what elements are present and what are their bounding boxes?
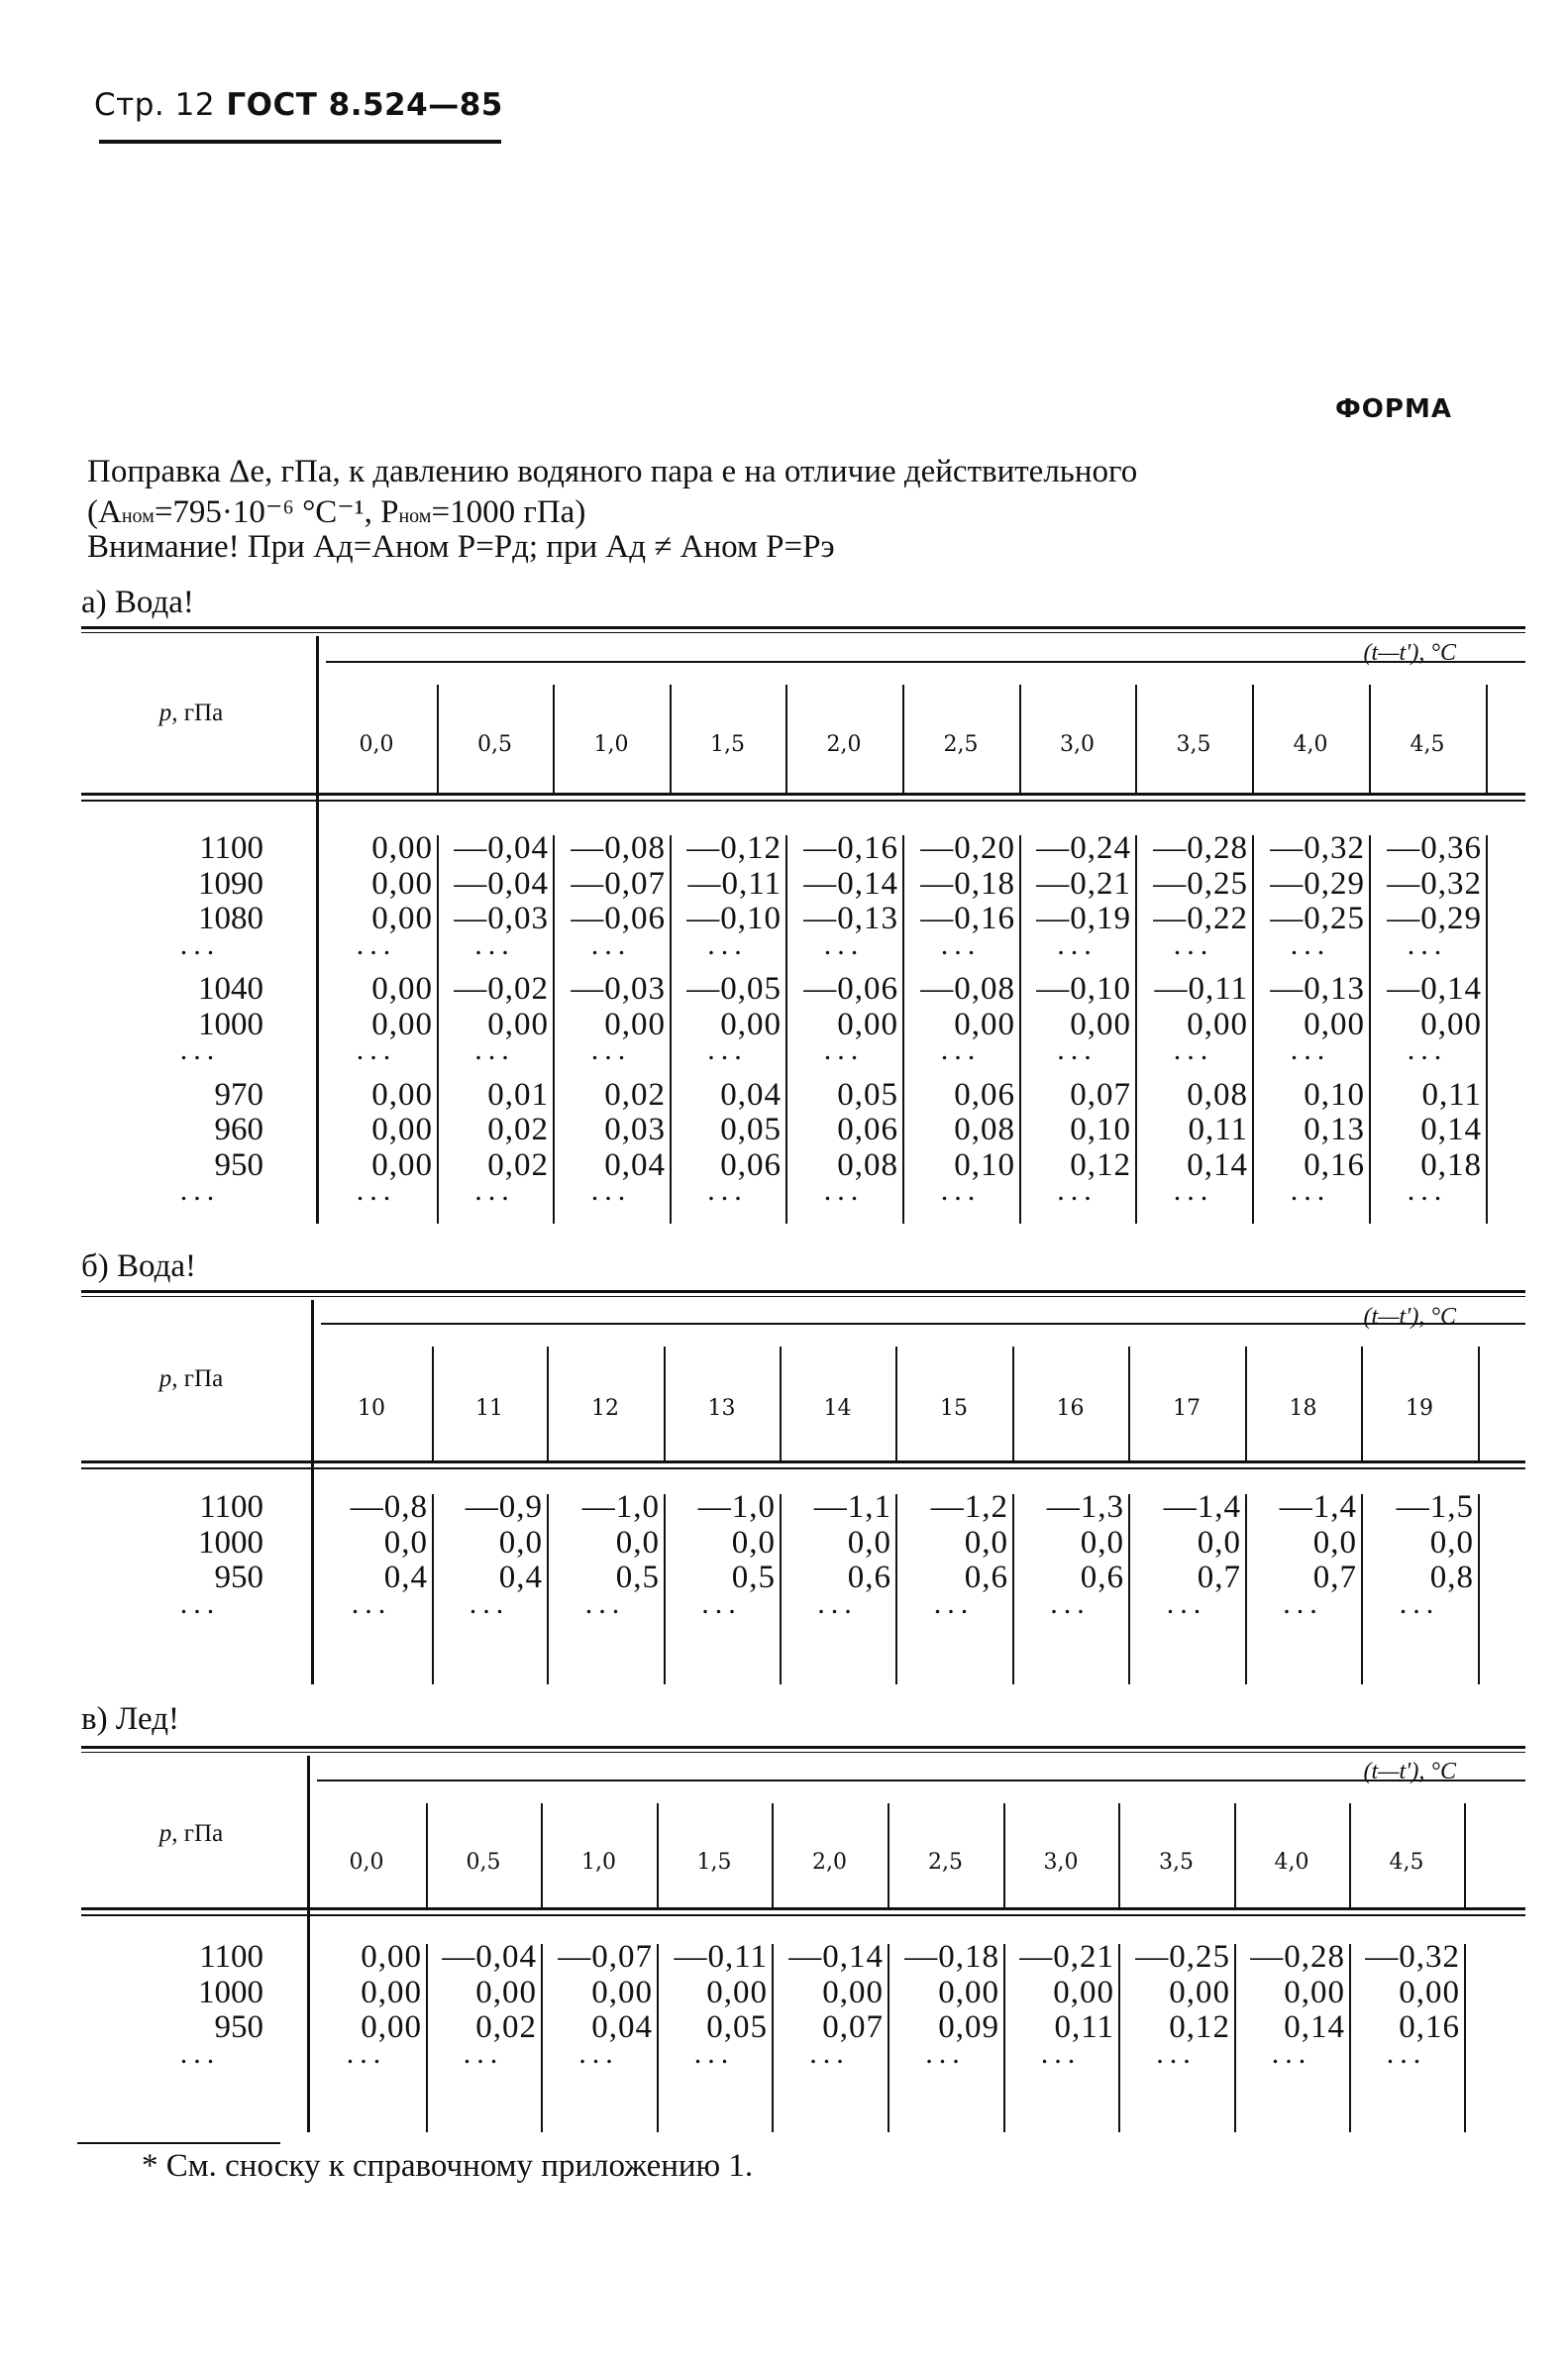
ellipsis-cell: ... (1173, 927, 1214, 961)
intro-line-1: Поправка Δe, гПа, к давлению водяного пара e на отличие действительного (87, 454, 1138, 489)
column-header: 18 (1289, 1396, 1317, 1421)
table-cell: —1,3 (1046, 1489, 1124, 1525)
header-bottom-rule (81, 1907, 1525, 1910)
table-cell: 0,11 (1421, 1076, 1482, 1113)
table-cell: 0,14 (1284, 2009, 1345, 2045)
ellipsis-cell: ... (933, 1586, 975, 1620)
ellipsis-cell: ... (1290, 927, 1331, 961)
table-cell: —0,22 (1153, 901, 1248, 936)
pressure-value: 1000 (198, 1974, 263, 2010)
table-cell: 0,00 (371, 971, 433, 1007)
column-header: 4,0 (1293, 732, 1328, 757)
table-cell: 0,07 (1070, 1076, 1131, 1113)
column-header: 16 (1056, 1396, 1085, 1421)
table-cell: 0,08 (954, 1112, 1015, 1147)
ellipsis-cell: ... (701, 1586, 742, 1620)
ellipsis-cell: ... (590, 1174, 632, 1207)
table-top-rule (81, 1752, 1525, 1753)
ellipsis-cell: ... (1166, 1586, 1207, 1620)
table-cell: 0,00 (1304, 1006, 1365, 1042)
ellipsis-cell: ... (1173, 1033, 1214, 1066)
ellipsis-cell: ... (584, 1586, 626, 1620)
table-cell: 0,4 (498, 1560, 543, 1595)
table-cell: —0,13 (803, 901, 898, 936)
table-cell: —1,2 (930, 1489, 1008, 1525)
table-cell: 0,05 (720, 1112, 782, 1147)
table-cell: —0,08 (571, 830, 666, 866)
table-cell: 0,00 (361, 2009, 422, 2045)
table-cell: 0,8 (1429, 1560, 1474, 1595)
table-cell: 0,00 (837, 1006, 898, 1042)
header-bottom-rule (81, 800, 1525, 802)
table-cell: 0,12 (1070, 1146, 1131, 1183)
table-cell: 0,06 (837, 1112, 898, 1147)
table-cell: —1,4 (1279, 1489, 1357, 1525)
ellipsis-cell: ... (590, 927, 632, 961)
table-cell: 0,0 (964, 1524, 1008, 1561)
column-divider (785, 835, 787, 1224)
table-cell: 0,13 (1304, 1112, 1365, 1147)
column-header: 12 (591, 1396, 619, 1421)
column-divider (1464, 1803, 1466, 1907)
table-cell: —0,32 (1270, 830, 1365, 866)
column-divider (1252, 835, 1254, 1224)
pressure-value: 950 (214, 2009, 263, 2045)
table-cell: 0,03 (604, 1112, 666, 1147)
table-top-rule (81, 626, 1525, 629)
table-cell: —0,28 (1250, 1939, 1345, 1975)
table-cell: —0,25 (1135, 1939, 1230, 1975)
table-cell: —0,32 (1387, 865, 1482, 902)
column-header: 4,5 (1389, 1850, 1424, 1875)
temperature-difference-header: (t—t′), °C (1363, 1304, 1456, 1330)
table-cell: —0,14 (788, 1939, 884, 1975)
table-cell: 0,05 (706, 2009, 768, 2045)
header-bottom-rule (81, 793, 1525, 796)
table-cell: 0,00 (1169, 1974, 1230, 2010)
section-label: в) Лед! (81, 1701, 179, 1737)
table-cell: 0,04 (604, 1146, 666, 1183)
table-cell: —0,13 (1270, 971, 1365, 1007)
column-divider (1478, 1494, 1480, 1684)
table-cell: —0,18 (920, 865, 1015, 902)
table-cell: —0,04 (454, 830, 549, 866)
table-cell: 0,02 (475, 2009, 537, 2045)
p-variable: p, (158, 1365, 178, 1392)
table-cell: —0,28 (1153, 830, 1248, 866)
table-cell: 0,18 (1420, 1146, 1482, 1183)
ellipsis-cell: ... (1290, 1033, 1331, 1066)
table-cell: 0,04 (591, 2009, 653, 2045)
column-divider (1478, 1347, 1480, 1460)
p-unit: гПа (183, 700, 224, 726)
ellipsis-cell: ... (823, 927, 865, 961)
table-cell: —0,20 (920, 830, 1015, 866)
subheader-rule (321, 1323, 1525, 1325)
ellipsis-cell: ... (351, 1586, 392, 1620)
ellipsis-cell: ... (1407, 927, 1448, 961)
table-cell: 0,00 (954, 1006, 1015, 1042)
table-cell: 0,06 (720, 1146, 782, 1183)
ellipsis-cell: ... (1057, 927, 1098, 961)
ellipsis-cell: ... (1057, 1174, 1098, 1207)
data-table (81, 1290, 1525, 1684)
ellipsis-row: ... (179, 1174, 221, 1207)
pressure-value: 1090 (198, 865, 263, 902)
ellipsis-cell: ... (1407, 1033, 1448, 1066)
table-cell: —0,03 (454, 901, 549, 936)
table-cell: 0,00 (1187, 1006, 1248, 1042)
pressure-value: 950 (214, 1146, 263, 1183)
column-header: 2,5 (943, 732, 979, 757)
p-column-header (117, 700, 265, 727)
header-bottom-rule (81, 1467, 1525, 1469)
section-label: б) Вода! (81, 1248, 197, 1284)
ellipsis-cell: ... (707, 927, 748, 961)
header-rule (99, 140, 501, 144)
ellipsis-cell: ... (356, 927, 397, 961)
ellipsis-cell: ... (356, 1033, 397, 1066)
p-column-header (117, 1820, 265, 1848)
ellipsis-cell: ... (693, 2036, 735, 2070)
ellipsis-cell: ... (1050, 1586, 1091, 1620)
footnote: * См. сноску к справочному приложению 1. (142, 2148, 754, 2184)
table-cell: —0,14 (803, 865, 898, 902)
table-cell: 0,06 (954, 1076, 1015, 1113)
table-top-rule (81, 1746, 1525, 1749)
standard-code: ГОСТ 8.524—85 (226, 87, 503, 123)
p-variable: p, (158, 1820, 178, 1847)
table-cell: 0,09 (938, 2009, 999, 2045)
table-cell: —0,10 (1036, 971, 1131, 1007)
table-cell: 0,0 (1197, 1524, 1241, 1561)
pressure-value: 1000 (198, 1006, 263, 1042)
column-header: 4,5 (1410, 732, 1445, 757)
table-cell: —1,0 (581, 1489, 660, 1525)
column-divider (670, 835, 672, 1224)
page-number: Стр. 12 (94, 87, 216, 123)
table-cell: 0,00 (371, 830, 433, 866)
table-cell: 0,00 (361, 1974, 422, 2010)
column-header: 17 (1173, 1396, 1201, 1421)
table-cell: 0,00 (371, 865, 433, 902)
table-cell: —0,21 (1019, 1939, 1114, 1975)
table-cell: —0,10 (686, 901, 782, 936)
ellipsis-cell: ... (1271, 2036, 1312, 2070)
ellipsis-row: ... (179, 1586, 221, 1620)
ellipsis-cell: ... (1407, 1174, 1448, 1207)
column-header: 3,0 (1043, 1850, 1079, 1875)
ellipsis-cell: ... (1173, 1174, 1214, 1207)
table-cell: 0,0 (1312, 1524, 1357, 1561)
form-label: ФОРМА (1335, 394, 1452, 424)
table-cell: 0,16 (1399, 2009, 1460, 2045)
ellipsis-cell: ... (823, 1033, 865, 1066)
p-column-header (117, 1365, 265, 1393)
header-bottom-rule (81, 1914, 1525, 1916)
table-cell: 0,02 (487, 1112, 549, 1147)
table-cell: 0,00 (1399, 1974, 1460, 2010)
pressure-value: 1040 (198, 971, 263, 1007)
ellipsis-cell: ... (823, 1174, 865, 1207)
table-cell: 0,16 (1304, 1146, 1365, 1183)
table-cell: 0,10 (1070, 1112, 1131, 1147)
ellipsis-cell: ... (707, 1174, 748, 1207)
table-cell: 0,6 (847, 1560, 891, 1595)
column-header: 0,5 (477, 732, 512, 757)
table-cell: —0,18 (904, 1939, 999, 1975)
table-cell: —0,25 (1270, 901, 1365, 936)
table-cell: 0,5 (731, 1560, 776, 1595)
table-cell: —1,0 (697, 1489, 776, 1525)
ellipsis-row: ... (179, 1033, 221, 1066)
table-cell: —0,04 (442, 1939, 537, 1975)
pressure-value: 960 (214, 1112, 263, 1147)
table-cell: 0,7 (1312, 1560, 1357, 1595)
table-cell: 0,00 (361, 1939, 422, 1975)
column-header: 15 (940, 1396, 968, 1421)
table-cell: —0,05 (686, 971, 782, 1007)
table-cell: 0,01 (487, 1076, 549, 1113)
table-cell: —0,11 (687, 865, 782, 902)
table-cell: 0,00 (487, 1006, 549, 1042)
table-cell: 0,00 (720, 1006, 782, 1042)
ellipsis-cell: ... (940, 1033, 982, 1066)
table-cell: —0,04 (454, 865, 549, 902)
column-header: 0,5 (466, 1850, 501, 1875)
table-cell: 0,10 (954, 1146, 1015, 1183)
table-cell: —0,16 (920, 901, 1015, 936)
column-header: 19 (1406, 1396, 1433, 1421)
column-header: 0,0 (359, 732, 394, 757)
table-cell: —0,32 (1365, 1939, 1460, 1975)
ellipsis-cell: ... (469, 1586, 510, 1620)
column-divider (437, 835, 439, 1224)
table-cell: 0,12 (1169, 2009, 1230, 2045)
table-cell: 0,0 (498, 1524, 543, 1561)
table-cell: —0,07 (571, 865, 666, 902)
column-divider (1369, 835, 1371, 1224)
subheader-rule (317, 1780, 1525, 1781)
table-cell: 0,00 (1284, 1974, 1345, 2010)
table-cell: 0,6 (964, 1560, 1008, 1595)
table-cell: —0,07 (558, 1939, 653, 1975)
table-cell: —0,36 (1387, 830, 1482, 866)
table-cell: 0,5 (615, 1560, 660, 1595)
table-cell: 0,08 (1187, 1076, 1248, 1113)
column-header: 1,0 (581, 1850, 616, 1875)
column-header: 3,5 (1159, 1850, 1194, 1875)
ellipsis-cell: ... (1040, 2036, 1082, 2070)
table-top-rule (81, 1290, 1525, 1293)
table-cell: —1,4 (1163, 1489, 1241, 1525)
ellipsis-cell: ... (346, 2036, 387, 2070)
table-cell: —0,03 (571, 971, 666, 1007)
column-header: 0,0 (349, 1850, 384, 1875)
ellipsis-row: ... (179, 927, 221, 961)
column-header: 3,0 (1060, 732, 1095, 757)
column-header: 2,5 (928, 1850, 963, 1875)
column-divider (311, 1300, 314, 1684)
table-cell: —0,06 (571, 901, 666, 936)
table-cell: 0,00 (371, 1146, 433, 1183)
pressure-value: 1100 (199, 1489, 263, 1525)
ellipsis-cell: ... (1283, 1586, 1323, 1620)
pressure-value: 1100 (199, 830, 263, 866)
column-header: 1,5 (696, 1850, 732, 1875)
ellipsis-cell: ... (1156, 2036, 1197, 2070)
header-bottom-rule (81, 1460, 1525, 1463)
table-cell: 0,11 (1054, 2009, 1114, 2045)
temperature-difference-header: (t—t′), °C (1363, 640, 1456, 666)
table-cell: —0,11 (674, 1939, 768, 1975)
ellipsis-cell: ... (1386, 2036, 1427, 2070)
section-label: а) Вода! (81, 585, 194, 620)
ellipsis-cell: ... (356, 1174, 397, 1207)
column-divider (307, 1756, 310, 2132)
ellipsis-cell: ... (809, 2036, 850, 2070)
column-header: 11 (475, 1396, 503, 1421)
column-divider (553, 835, 555, 1224)
table-cell: 0,0 (847, 1524, 891, 1561)
column-header: 13 (707, 1396, 736, 1421)
ellipsis-cell: ... (474, 1174, 515, 1207)
table-cell: —0,12 (686, 830, 782, 866)
ellipsis-cell: ... (1057, 1033, 1098, 1066)
table-cell: 0,00 (1070, 1006, 1131, 1042)
ellipsis-cell: ... (474, 927, 515, 961)
data-table (81, 1746, 1525, 2132)
table-cell: 0,0 (731, 1524, 776, 1561)
table-cell: —0,02 (454, 971, 549, 1007)
column-divider (902, 835, 904, 1224)
table-cell: 0,02 (604, 1076, 666, 1113)
footnote-rule (77, 2142, 280, 2144)
table-cell: —0,19 (1036, 901, 1131, 936)
table-cell: 0,00 (591, 1974, 653, 2010)
table-cell: —0,24 (1036, 830, 1131, 866)
table-cell: —0,8 (350, 1489, 428, 1525)
pressure-value: 1080 (198, 901, 263, 936)
table-cell: 0,00 (371, 1112, 433, 1147)
table-top-rule (81, 1296, 1525, 1297)
table-cell: 0,0 (1429, 1524, 1474, 1561)
table-cell: 0,11 (1188, 1112, 1248, 1147)
column-divider (1019, 835, 1021, 1224)
table-cell: 0,00 (371, 1076, 433, 1113)
p-variable: p, (158, 700, 178, 726)
data-table (81, 626, 1525, 1224)
table-cell: 0,00 (1053, 1974, 1114, 2010)
table-cell: —1,5 (1396, 1489, 1474, 1525)
table-top-rule (81, 632, 1525, 633)
temperature-difference-header: (t—t′), °C (1363, 1759, 1456, 1784)
pressure-value: 950 (214, 1560, 263, 1595)
subheader-rule (326, 661, 1525, 663)
table-cell: —1,1 (813, 1489, 891, 1525)
table-cell: 0,7 (1197, 1560, 1241, 1595)
ellipsis-cell: ... (940, 927, 982, 961)
column-header: 1,0 (593, 732, 629, 757)
column-divider (1486, 835, 1488, 1224)
table-cell: 0,0 (1080, 1524, 1124, 1561)
table-cell: 0,04 (720, 1076, 782, 1113)
table-cell: —0,29 (1387, 901, 1482, 936)
column-header: 2,0 (812, 1850, 847, 1875)
ellipsis-cell: ... (940, 1174, 982, 1207)
ellipsis-cell: ... (463, 2036, 504, 2070)
table-cell: —0,25 (1153, 865, 1248, 902)
column-header: 4,0 (1274, 1850, 1309, 1875)
ellipsis-cell: ... (474, 1033, 515, 1066)
column-header: 3,5 (1176, 732, 1211, 757)
table-cell: 0,4 (383, 1560, 428, 1595)
intro-line-3: Внимание! При Aд=Aном P=Pд; при Aд ≠ Aном P=Pэ (87, 529, 835, 565)
table-cell: —0,9 (465, 1489, 543, 1525)
column-header: 2,0 (826, 732, 862, 757)
ellipsis-cell: ... (590, 1033, 632, 1066)
p-unit: гПа (183, 1365, 224, 1392)
column-header: 10 (358, 1396, 385, 1421)
table-cell: 0,05 (837, 1076, 898, 1113)
table-cell: 0,00 (706, 1974, 768, 2010)
column-header: 1,5 (710, 732, 745, 757)
table-cell: —0,21 (1036, 865, 1131, 902)
table-cell: —0,08 (920, 971, 1015, 1007)
column-divider (1135, 835, 1137, 1224)
column-divider (1464, 1944, 1466, 2132)
ellipsis-cell: ... (925, 2036, 966, 2070)
pressure-value: 1100 (199, 1939, 263, 1975)
table-cell: 0,00 (371, 1006, 433, 1042)
column-divider (1486, 685, 1488, 793)
table-cell: 0,00 (475, 1974, 537, 2010)
table-cell: 0,0 (383, 1524, 428, 1561)
pressure-value: 1000 (198, 1524, 263, 1561)
table-cell: 0,00 (371, 901, 433, 936)
p-unit: гПа (183, 1820, 224, 1847)
ellipsis-row: ... (179, 2036, 221, 2070)
table-cell: 0,07 (822, 2009, 884, 2045)
ellipsis-cell: ... (1399, 1586, 1440, 1620)
table-cell: 0,00 (604, 1006, 666, 1042)
ellipsis-cell: ... (817, 1586, 858, 1620)
table-cell: —0,11 (1154, 971, 1248, 1007)
table-cell: —0,14 (1387, 971, 1482, 1007)
intro-line-2: (Aном=795·10⁻⁶ °C⁻¹, Pном=1000 гПа) (87, 494, 586, 530)
page-header (94, 87, 503, 123)
column-header: 14 (823, 1396, 852, 1421)
ellipsis-cell: ... (707, 1033, 748, 1066)
table-cell: —0,06 (803, 971, 898, 1007)
table-cell: —0,16 (803, 830, 898, 866)
table-cell: 0,08 (837, 1146, 898, 1183)
table-cell: 0,14 (1420, 1112, 1482, 1147)
pressure-value: 970 (214, 1076, 263, 1113)
table-cell: 0,14 (1187, 1146, 1248, 1183)
table-cell: 0,6 (1080, 1560, 1124, 1595)
table-cell: 0,00 (1420, 1006, 1482, 1042)
ellipsis-cell: ... (578, 2036, 619, 2070)
ellipsis-cell: ... (1290, 1174, 1331, 1207)
table-cell: 0,0 (615, 1524, 660, 1561)
table-cell: —0,29 (1270, 865, 1365, 902)
table-cell: 0,10 (1304, 1076, 1365, 1113)
table-cell: 0,00 (822, 1974, 884, 2010)
table-cell: 0,02 (487, 1146, 549, 1183)
table-cell: 0,00 (938, 1974, 999, 2010)
